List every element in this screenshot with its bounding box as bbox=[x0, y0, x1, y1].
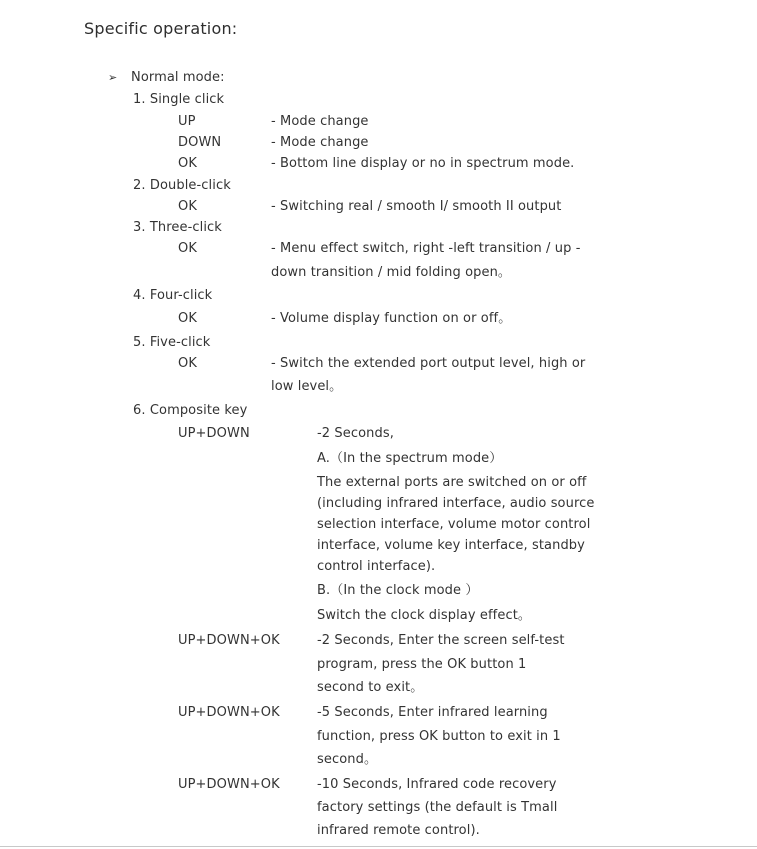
key-description: - Mode change bbox=[271, 114, 369, 129]
key-description: second to exit。 bbox=[317, 680, 424, 695]
section-title-composite-key: 6. Composite key bbox=[133, 403, 248, 418]
key-label: OK bbox=[178, 156, 197, 171]
key-description: - Switching real / smooth I/ smooth II output bbox=[271, 199, 562, 214]
bottom-divider bbox=[0, 846, 757, 847]
key-label: OK bbox=[178, 356, 197, 371]
key-label: UP+DOWN+OK bbox=[178, 777, 280, 792]
key-label: OK bbox=[178, 199, 197, 214]
key-description: -10 Seconds, Infrared code recovery bbox=[317, 777, 557, 792]
key-label: OK bbox=[178, 311, 197, 326]
key-description: -5 Seconds, Enter infrared learning bbox=[317, 705, 548, 720]
key-description: selection interface, volume motor control bbox=[317, 517, 591, 532]
key-description: interface, volume key interface, standby bbox=[317, 538, 585, 553]
key-description: Switch the clock display effect。 bbox=[317, 608, 531, 623]
key-description: low level。 bbox=[271, 379, 343, 394]
section-title-single-click: 1. Single click bbox=[133, 92, 225, 107]
section-title-four-click: 4. Four-click bbox=[133, 288, 213, 303]
key-description: The external ports are switched on or off bbox=[317, 475, 587, 490]
key-description: control interface). bbox=[317, 559, 436, 574]
key-description: (including infrared interface, audio source bbox=[317, 496, 595, 511]
key-description: program, press the OK button 1 bbox=[317, 657, 527, 672]
key-description: A.（In the spectrum mode） bbox=[317, 451, 503, 466]
section-title-five-click: 5. Five-click bbox=[133, 335, 211, 350]
key-description: -2 Seconds, bbox=[317, 426, 394, 441]
key-label: UP+DOWN+OK bbox=[178, 633, 280, 648]
key-label: OK bbox=[178, 241, 197, 256]
key-description: - Bottom line display or no in spectrum mode. bbox=[271, 156, 575, 171]
key-description: B.（In the clock mode ） bbox=[317, 583, 479, 598]
normal-mode-label: Normal mode: bbox=[131, 70, 225, 85]
key-description: factory settings (the default is Tmall bbox=[317, 800, 558, 815]
key-description: - Menu effect switch, right -left transition / up - bbox=[271, 241, 581, 256]
section-title-three-click: 3. Three-click bbox=[133, 220, 222, 235]
key-description: function, press OK button to exit in 1 bbox=[317, 729, 561, 744]
key-label: DOWN bbox=[178, 135, 222, 150]
key-label: UP+DOWN+OK bbox=[178, 705, 280, 720]
section-title-double-click: 2. Double-click bbox=[133, 178, 231, 193]
key-description: second。 bbox=[317, 752, 378, 767]
page-heading: Specific operation: bbox=[84, 19, 238, 38]
key-description: - Switch the extended port output level, high or bbox=[271, 356, 586, 371]
key-description: -2 Seconds, Enter the screen self-test bbox=[317, 633, 565, 648]
key-description: - Mode change bbox=[271, 135, 369, 150]
key-description: infrared remote control). bbox=[317, 823, 480, 838]
bullet-arrow-icon: ➢ bbox=[108, 71, 118, 84]
key-description: down transition / mid folding open。 bbox=[271, 265, 512, 280]
key-description: - Volume display function on or off。 bbox=[271, 311, 512, 326]
key-label: UP+DOWN bbox=[178, 426, 250, 441]
key-label: UP bbox=[178, 114, 196, 129]
